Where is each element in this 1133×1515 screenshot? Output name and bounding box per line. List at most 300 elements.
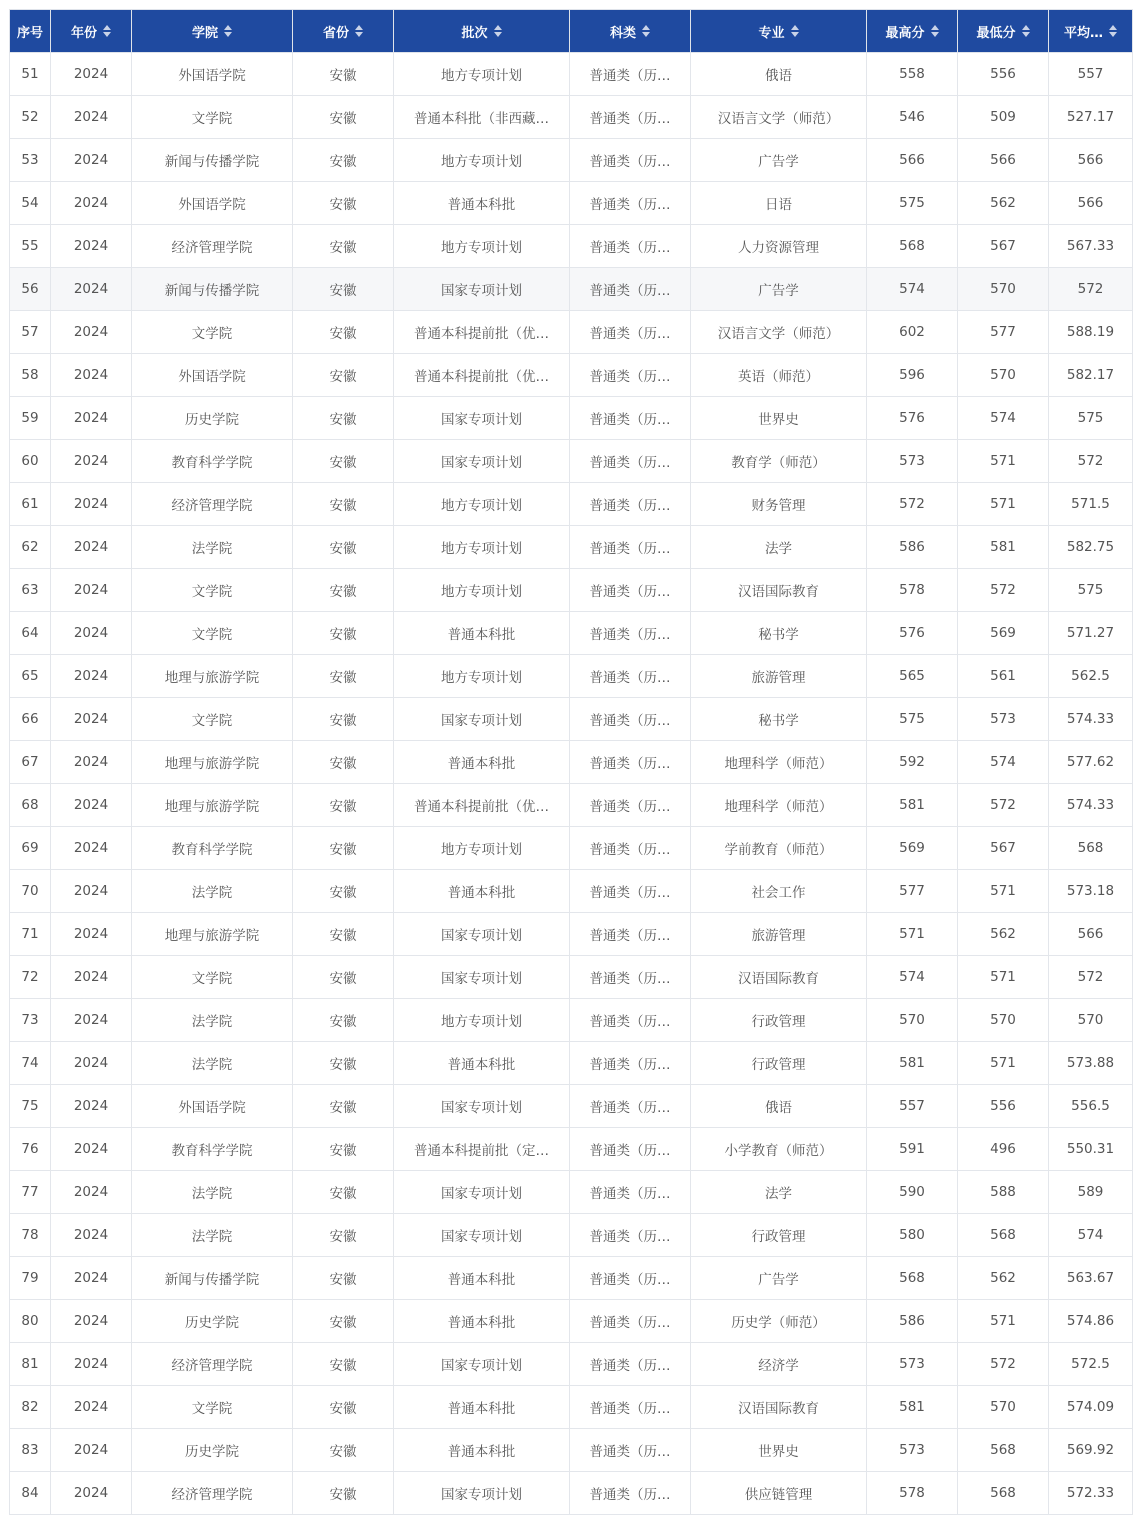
column-header-province[interactable] [293, 10, 394, 53]
cell-year: 2024 [51, 698, 132, 741]
table-row [10, 354, 1133, 397]
column-header-content [976, 22, 1029, 41]
cell-category: 普通类（历… [570, 311, 691, 354]
cell-province: 安徽 [293, 53, 394, 96]
cell-batch: 国家专项计划 [394, 440, 570, 483]
cell-major: 汉语言文学（师范） [691, 311, 867, 354]
cell-min: 577 [958, 311, 1049, 354]
cell-province: 安徽 [293, 612, 394, 655]
cell-batch: 普通本科批（非西藏… [394, 96, 570, 139]
column-header-label: 最低分 [976, 25, 1016, 41]
cell-category: 普通类（历… [570, 1472, 691, 1515]
cell-major: 财务管理 [691, 483, 867, 526]
cell-min: 570 [958, 354, 1049, 397]
column-header-label: 学院 [191, 25, 218, 41]
sort-ascending-icon[interactable] [931, 25, 939, 30]
cell-avg: 582.75 [1049, 526, 1133, 569]
cell-batch: 普通本科批 [394, 870, 570, 913]
cell-college: 文学院 [132, 612, 293, 655]
column-header-college[interactable] [132, 10, 293, 53]
column-header-content [885, 22, 938, 41]
sort-ascending-icon[interactable] [791, 25, 799, 30]
cell-college: 外国语学院 [132, 1085, 293, 1128]
cell-college: 法学院 [132, 526, 293, 569]
cell-batch: 普通本科批 [394, 1042, 570, 1085]
cell-category: 普通类（历… [570, 1300, 691, 1343]
cell-avg: 573.88 [1049, 1042, 1133, 1085]
cell-no: 56 [10, 268, 51, 311]
cell-no: 66 [10, 698, 51, 741]
sort-descending-icon[interactable] [1022, 32, 1030, 37]
cell-max: 572 [867, 483, 958, 526]
column-header-label: 科类 [609, 25, 636, 41]
sort-ascending-icon[interactable] [642, 25, 650, 30]
table-header [10, 10, 1133, 53]
cell-major: 汉语言文学（师范） [691, 96, 867, 139]
sort-icon[interactable] [1022, 25, 1030, 37]
cell-year: 2024 [51, 1386, 132, 1429]
cell-no: 62 [10, 526, 51, 569]
cell-category: 普通类（历… [570, 483, 691, 526]
cell-no: 54 [10, 182, 51, 225]
cell-no: 74 [10, 1042, 51, 1085]
cell-category: 普通类（历… [570, 870, 691, 913]
table-row [10, 784, 1133, 827]
sort-icon[interactable] [642, 25, 650, 37]
cell-category: 普通类（历… [570, 1429, 691, 1472]
cell-province: 安徽 [293, 397, 394, 440]
cell-major: 广告学 [691, 268, 867, 311]
cell-college: 经济管理学院 [132, 1472, 293, 1515]
cell-year: 2024 [51, 440, 132, 483]
cell-category: 普通类（历… [570, 913, 691, 956]
sort-icon[interactable] [224, 25, 232, 37]
cell-year: 2024 [51, 225, 132, 268]
cell-major: 历史学（师范） [691, 1300, 867, 1343]
cell-province: 安徽 [293, 956, 394, 999]
cell-no: 78 [10, 1214, 51, 1257]
table-row [10, 612, 1133, 655]
cell-year: 2024 [51, 612, 132, 655]
sort-ascending-icon[interactable] [1109, 25, 1117, 30]
table-row [10, 526, 1133, 569]
table-row [10, 1085, 1133, 1128]
cell-min: 571 [958, 956, 1049, 999]
cell-year: 2024 [51, 1171, 132, 1214]
sort-descending-icon[interactable] [103, 32, 111, 37]
table-row [10, 956, 1133, 999]
cell-max: 568 [867, 1257, 958, 1300]
cell-no: 73 [10, 999, 51, 1042]
cell-max: 575 [867, 698, 958, 741]
cell-no: 59 [10, 397, 51, 440]
cell-no: 82 [10, 1386, 51, 1429]
cell-batch: 地方专项计划 [394, 483, 570, 526]
cell-year: 2024 [51, 268, 132, 311]
cell-no: 61 [10, 483, 51, 526]
cell-no: 77 [10, 1171, 51, 1214]
cell-avg: 575 [1049, 397, 1133, 440]
cell-avg: 566 [1049, 913, 1133, 956]
cell-major: 地理科学（师范） [691, 741, 867, 784]
cell-avg: 569.92 [1049, 1429, 1133, 1472]
column-header-year[interactable] [51, 10, 132, 53]
cell-batch: 国家专项计划 [394, 268, 570, 311]
cell-province: 安徽 [293, 1214, 394, 1257]
sort-icon[interactable] [494, 25, 502, 37]
cell-year: 2024 [51, 1128, 132, 1171]
cell-batch: 普通本科批 [394, 1257, 570, 1300]
cell-no: 79 [10, 1257, 51, 1300]
cell-college: 新闻与传播学院 [132, 139, 293, 182]
cell-year: 2024 [51, 784, 132, 827]
sort-icon[interactable] [791, 25, 799, 37]
cell-avg: 527.17 [1049, 96, 1133, 139]
table-row [10, 268, 1133, 311]
cell-year: 2024 [51, 655, 132, 698]
cell-max: 577 [867, 870, 958, 913]
cell-min: 562 [958, 1257, 1049, 1300]
cell-batch: 国家专项计划 [394, 913, 570, 956]
cell-min: 570 [958, 999, 1049, 1042]
cell-college: 文学院 [132, 569, 293, 612]
cell-max: 574 [867, 956, 958, 999]
column-header-avg[interactable] [1049, 10, 1133, 53]
cell-province: 安徽 [293, 827, 394, 870]
cell-min: 562 [958, 182, 1049, 225]
table-row [10, 139, 1133, 182]
column-header-category[interactable] [570, 10, 691, 53]
cell-min: 567 [958, 827, 1049, 870]
cell-category: 普通类（历… [570, 784, 691, 827]
cell-category: 普通类（历… [570, 569, 691, 612]
cell-year: 2024 [51, 53, 132, 96]
sort-descending-icon[interactable] [355, 32, 363, 37]
cell-major: 秘书学 [691, 612, 867, 655]
sort-ascending-icon[interactable] [1022, 25, 1030, 30]
cell-batch: 普通本科批 [394, 612, 570, 655]
cell-category: 普通类（历… [570, 655, 691, 698]
cell-college: 教育科学学院 [132, 827, 293, 870]
cell-major: 人力资源管理 [691, 225, 867, 268]
column-header-label: 批次 [461, 25, 488, 41]
cell-major: 汉语国际教育 [691, 1386, 867, 1429]
cell-no: 57 [10, 311, 51, 354]
cell-min: 571 [958, 870, 1049, 913]
cell-avg: 572 [1049, 268, 1133, 311]
cell-year: 2024 [51, 1343, 132, 1386]
cell-college: 新闻与传播学院 [132, 1257, 293, 1300]
sort-ascending-icon[interactable] [103, 25, 111, 30]
cell-min: 561 [958, 655, 1049, 698]
cell-province: 安徽 [293, 698, 394, 741]
column-header-label: 年份 [70, 25, 97, 41]
cell-province: 安徽 [293, 225, 394, 268]
cell-year: 2024 [51, 741, 132, 784]
table-row [10, 1171, 1133, 1214]
sort-descending-icon[interactable] [224, 32, 232, 37]
column-header-major[interactable] [691, 10, 867, 53]
table-row [10, 311, 1133, 354]
cell-major: 旅游管理 [691, 655, 867, 698]
cell-min: 569 [958, 612, 1049, 655]
table-row [10, 741, 1133, 784]
cell-major: 供应链管理 [691, 1472, 867, 1515]
cell-max: 591 [867, 1128, 958, 1171]
cell-batch: 国家专项计划 [394, 397, 570, 440]
sort-descending-icon[interactable] [642, 32, 650, 37]
cell-province: 安徽 [293, 526, 394, 569]
cell-max: 565 [867, 655, 958, 698]
cell-max: 546 [867, 96, 958, 139]
cell-province: 安徽 [293, 268, 394, 311]
cell-avg: 571.27 [1049, 612, 1133, 655]
cell-college: 教育科学学院 [132, 440, 293, 483]
cell-avg: 589 [1049, 1171, 1133, 1214]
cell-min: 566 [958, 139, 1049, 182]
column-header-batch[interactable] [394, 10, 570, 53]
cell-province: 安徽 [293, 440, 394, 483]
cell-college: 文学院 [132, 698, 293, 741]
cell-batch: 普通本科批 [394, 1300, 570, 1343]
cell-no: 70 [10, 870, 51, 913]
table-row [10, 1300, 1133, 1343]
cell-category: 普通类（历… [570, 1171, 691, 1214]
cell-category: 普通类（历… [570, 225, 691, 268]
cell-avg: 567.33 [1049, 225, 1133, 268]
cell-min: 571 [958, 483, 1049, 526]
cell-max: 602 [867, 311, 958, 354]
table-row [10, 1429, 1133, 1472]
cell-year: 2024 [51, 999, 132, 1042]
cell-category: 普通类（历… [570, 741, 691, 784]
cell-no: 80 [10, 1300, 51, 1343]
table-row [10, 1214, 1133, 1257]
cell-batch: 普通本科提前批（优… [394, 784, 570, 827]
column-header-label: 最高分 [885, 25, 925, 41]
cell-category: 普通类（历… [570, 1042, 691, 1085]
cell-province: 安徽 [293, 1429, 394, 1472]
cell-college: 地理与旅游学院 [132, 655, 293, 698]
cell-province: 安徽 [293, 311, 394, 354]
cell-college: 地理与旅游学院 [132, 741, 293, 784]
cell-min: 588 [958, 1171, 1049, 1214]
cell-category: 普通类（历… [570, 612, 691, 655]
cell-category: 普通类（历… [570, 526, 691, 569]
cell-category: 普通类（历… [570, 1128, 691, 1171]
sort-icon[interactable] [1109, 25, 1117, 37]
cell-max: 570 [867, 999, 958, 1042]
cell-batch: 普通本科批 [394, 1429, 570, 1472]
table-row [10, 655, 1133, 698]
cell-college: 外国语学院 [132, 354, 293, 397]
cell-no: 53 [10, 139, 51, 182]
sort-descending-icon[interactable] [494, 32, 502, 37]
cell-avg: 570 [1049, 999, 1133, 1042]
cell-college: 文学院 [132, 956, 293, 999]
cell-category: 普通类（历… [570, 268, 691, 311]
cell-no: 67 [10, 741, 51, 784]
cell-category: 普通类（历… [570, 1386, 691, 1429]
cell-college: 法学院 [132, 1214, 293, 1257]
cell-batch: 国家专项计划 [394, 956, 570, 999]
cell-college: 新闻与传播学院 [132, 268, 293, 311]
sort-ascending-icon[interactable] [494, 25, 502, 30]
cell-province: 安徽 [293, 483, 394, 526]
cell-min: 571 [958, 440, 1049, 483]
sort-icon[interactable] [103, 25, 111, 37]
cell-no: 52 [10, 96, 51, 139]
sort-ascending-icon[interactable] [224, 25, 232, 30]
cell-max: 578 [867, 569, 958, 612]
cell-avg: 557 [1049, 53, 1133, 96]
cell-min: 572 [958, 784, 1049, 827]
cell-major: 法学 [691, 1171, 867, 1214]
cell-category: 普通类（历… [570, 397, 691, 440]
column-header-min[interactable] [958, 10, 1049, 53]
table-row [10, 913, 1133, 956]
cell-batch: 普通本科批 [394, 1386, 570, 1429]
cell-major: 社会工作 [691, 870, 867, 913]
cell-max: 590 [867, 1171, 958, 1214]
cell-batch: 普通本科提前批（优… [394, 354, 570, 397]
cell-province: 安徽 [293, 569, 394, 612]
cell-max: 586 [867, 526, 958, 569]
cell-province: 安徽 [293, 1300, 394, 1343]
cell-max: 580 [867, 1214, 958, 1257]
cell-college: 地理与旅游学院 [132, 784, 293, 827]
cell-province: 安徽 [293, 1128, 394, 1171]
cell-avg: 571.5 [1049, 483, 1133, 526]
cell-year: 2024 [51, 1472, 132, 1515]
cell-avg: 574.33 [1049, 698, 1133, 741]
cell-year: 2024 [51, 1214, 132, 1257]
cell-max: 586 [867, 1300, 958, 1343]
sort-descending-icon[interactable] [791, 32, 799, 37]
cell-min: 509 [958, 96, 1049, 139]
cell-max: 575 [867, 182, 958, 225]
sort-descending-icon[interactable] [931, 32, 939, 37]
cell-no: 76 [10, 1128, 51, 1171]
sort-ascending-icon[interactable] [355, 25, 363, 30]
cell-min: 568 [958, 1429, 1049, 1472]
cell-college: 文学院 [132, 311, 293, 354]
sort-icon[interactable] [355, 25, 363, 37]
cell-year: 2024 [51, 483, 132, 526]
scores-table-container [9, 9, 1132, 1515]
cell-province: 安徽 [293, 354, 394, 397]
column-header-content [610, 22, 650, 41]
cell-category: 普通类（历… [570, 53, 691, 96]
cell-max: 573 [867, 1429, 958, 1472]
cell-batch: 地方专项计划 [394, 999, 570, 1042]
table-row [10, 999, 1133, 1042]
sort-icon[interactable] [931, 25, 939, 37]
cell-max: 578 [867, 1472, 958, 1515]
cell-major: 广告学 [691, 139, 867, 182]
cell-no: 58 [10, 354, 51, 397]
cell-province: 安徽 [293, 999, 394, 1042]
cell-no: 81 [10, 1343, 51, 1386]
cell-province: 安徽 [293, 96, 394, 139]
cell-min: 573 [958, 698, 1049, 741]
table-row [10, 182, 1133, 225]
cell-province: 安徽 [293, 1472, 394, 1515]
cell-category: 普通类（历… [570, 956, 691, 999]
cell-min: 568 [958, 1214, 1049, 1257]
cell-no: 69 [10, 827, 51, 870]
cell-province: 安徽 [293, 182, 394, 225]
cell-year: 2024 [51, 569, 132, 612]
cell-year: 2024 [51, 1429, 132, 1472]
cell-min: 567 [958, 225, 1049, 268]
cell-avg: 572 [1049, 956, 1133, 999]
cell-min: 570 [958, 1386, 1049, 1429]
sort-descending-icon[interactable] [1109, 32, 1117, 37]
cell-max: 573 [867, 1343, 958, 1386]
cell-no: 65 [10, 655, 51, 698]
cell-major: 学前教育（师范） [691, 827, 867, 870]
cell-no: 72 [10, 956, 51, 999]
cell-avg: 588.19 [1049, 311, 1133, 354]
column-header-content [71, 22, 111, 41]
column-header-max[interactable] [867, 10, 958, 53]
cell-province: 安徽 [293, 655, 394, 698]
cell-year: 2024 [51, 182, 132, 225]
cell-max: 581 [867, 1042, 958, 1085]
cell-year: 2024 [51, 1300, 132, 1343]
cell-batch: 国家专项计划 [394, 1171, 570, 1214]
cell-max: 592 [867, 741, 958, 784]
cell-major: 小学教育（师范） [691, 1128, 867, 1171]
cell-avg: 574.09 [1049, 1386, 1133, 1429]
cell-college: 经济管理学院 [132, 1343, 293, 1386]
cell-category: 普通类（历… [570, 182, 691, 225]
cell-max: 596 [867, 354, 958, 397]
cell-batch: 地方专项计划 [394, 526, 570, 569]
cell-year: 2024 [51, 139, 132, 182]
cell-year: 2024 [51, 1085, 132, 1128]
cell-major: 汉语国际教育 [691, 569, 867, 612]
column-header-content [461, 22, 501, 41]
cell-max: 566 [867, 139, 958, 182]
cell-no: 75 [10, 1085, 51, 1128]
cell-batch: 地方专项计划 [394, 225, 570, 268]
cell-batch: 地方专项计划 [394, 827, 570, 870]
table-row [10, 440, 1133, 483]
cell-no: 83 [10, 1429, 51, 1472]
cell-avg: 572.33 [1049, 1472, 1133, 1515]
cell-province: 安徽 [293, 1343, 394, 1386]
cell-min: 572 [958, 1343, 1049, 1386]
cell-college: 历史学院 [132, 397, 293, 440]
cell-major: 教育学（师范） [691, 440, 867, 483]
cell-college: 历史学院 [132, 1300, 293, 1343]
cell-avg: 556.5 [1049, 1085, 1133, 1128]
cell-college: 法学院 [132, 870, 293, 913]
cell-major: 法学 [691, 526, 867, 569]
cell-avg: 575 [1049, 569, 1133, 612]
cell-max: 569 [867, 827, 958, 870]
cell-year: 2024 [51, 354, 132, 397]
table-body [10, 53, 1133, 1515]
cell-avg: 568 [1049, 827, 1133, 870]
cell-max: 558 [867, 53, 958, 96]
cell-min: 556 [958, 1085, 1049, 1128]
column-header-content [192, 22, 232, 41]
cell-province: 安徽 [293, 1042, 394, 1085]
cell-category: 普通类（历… [570, 354, 691, 397]
